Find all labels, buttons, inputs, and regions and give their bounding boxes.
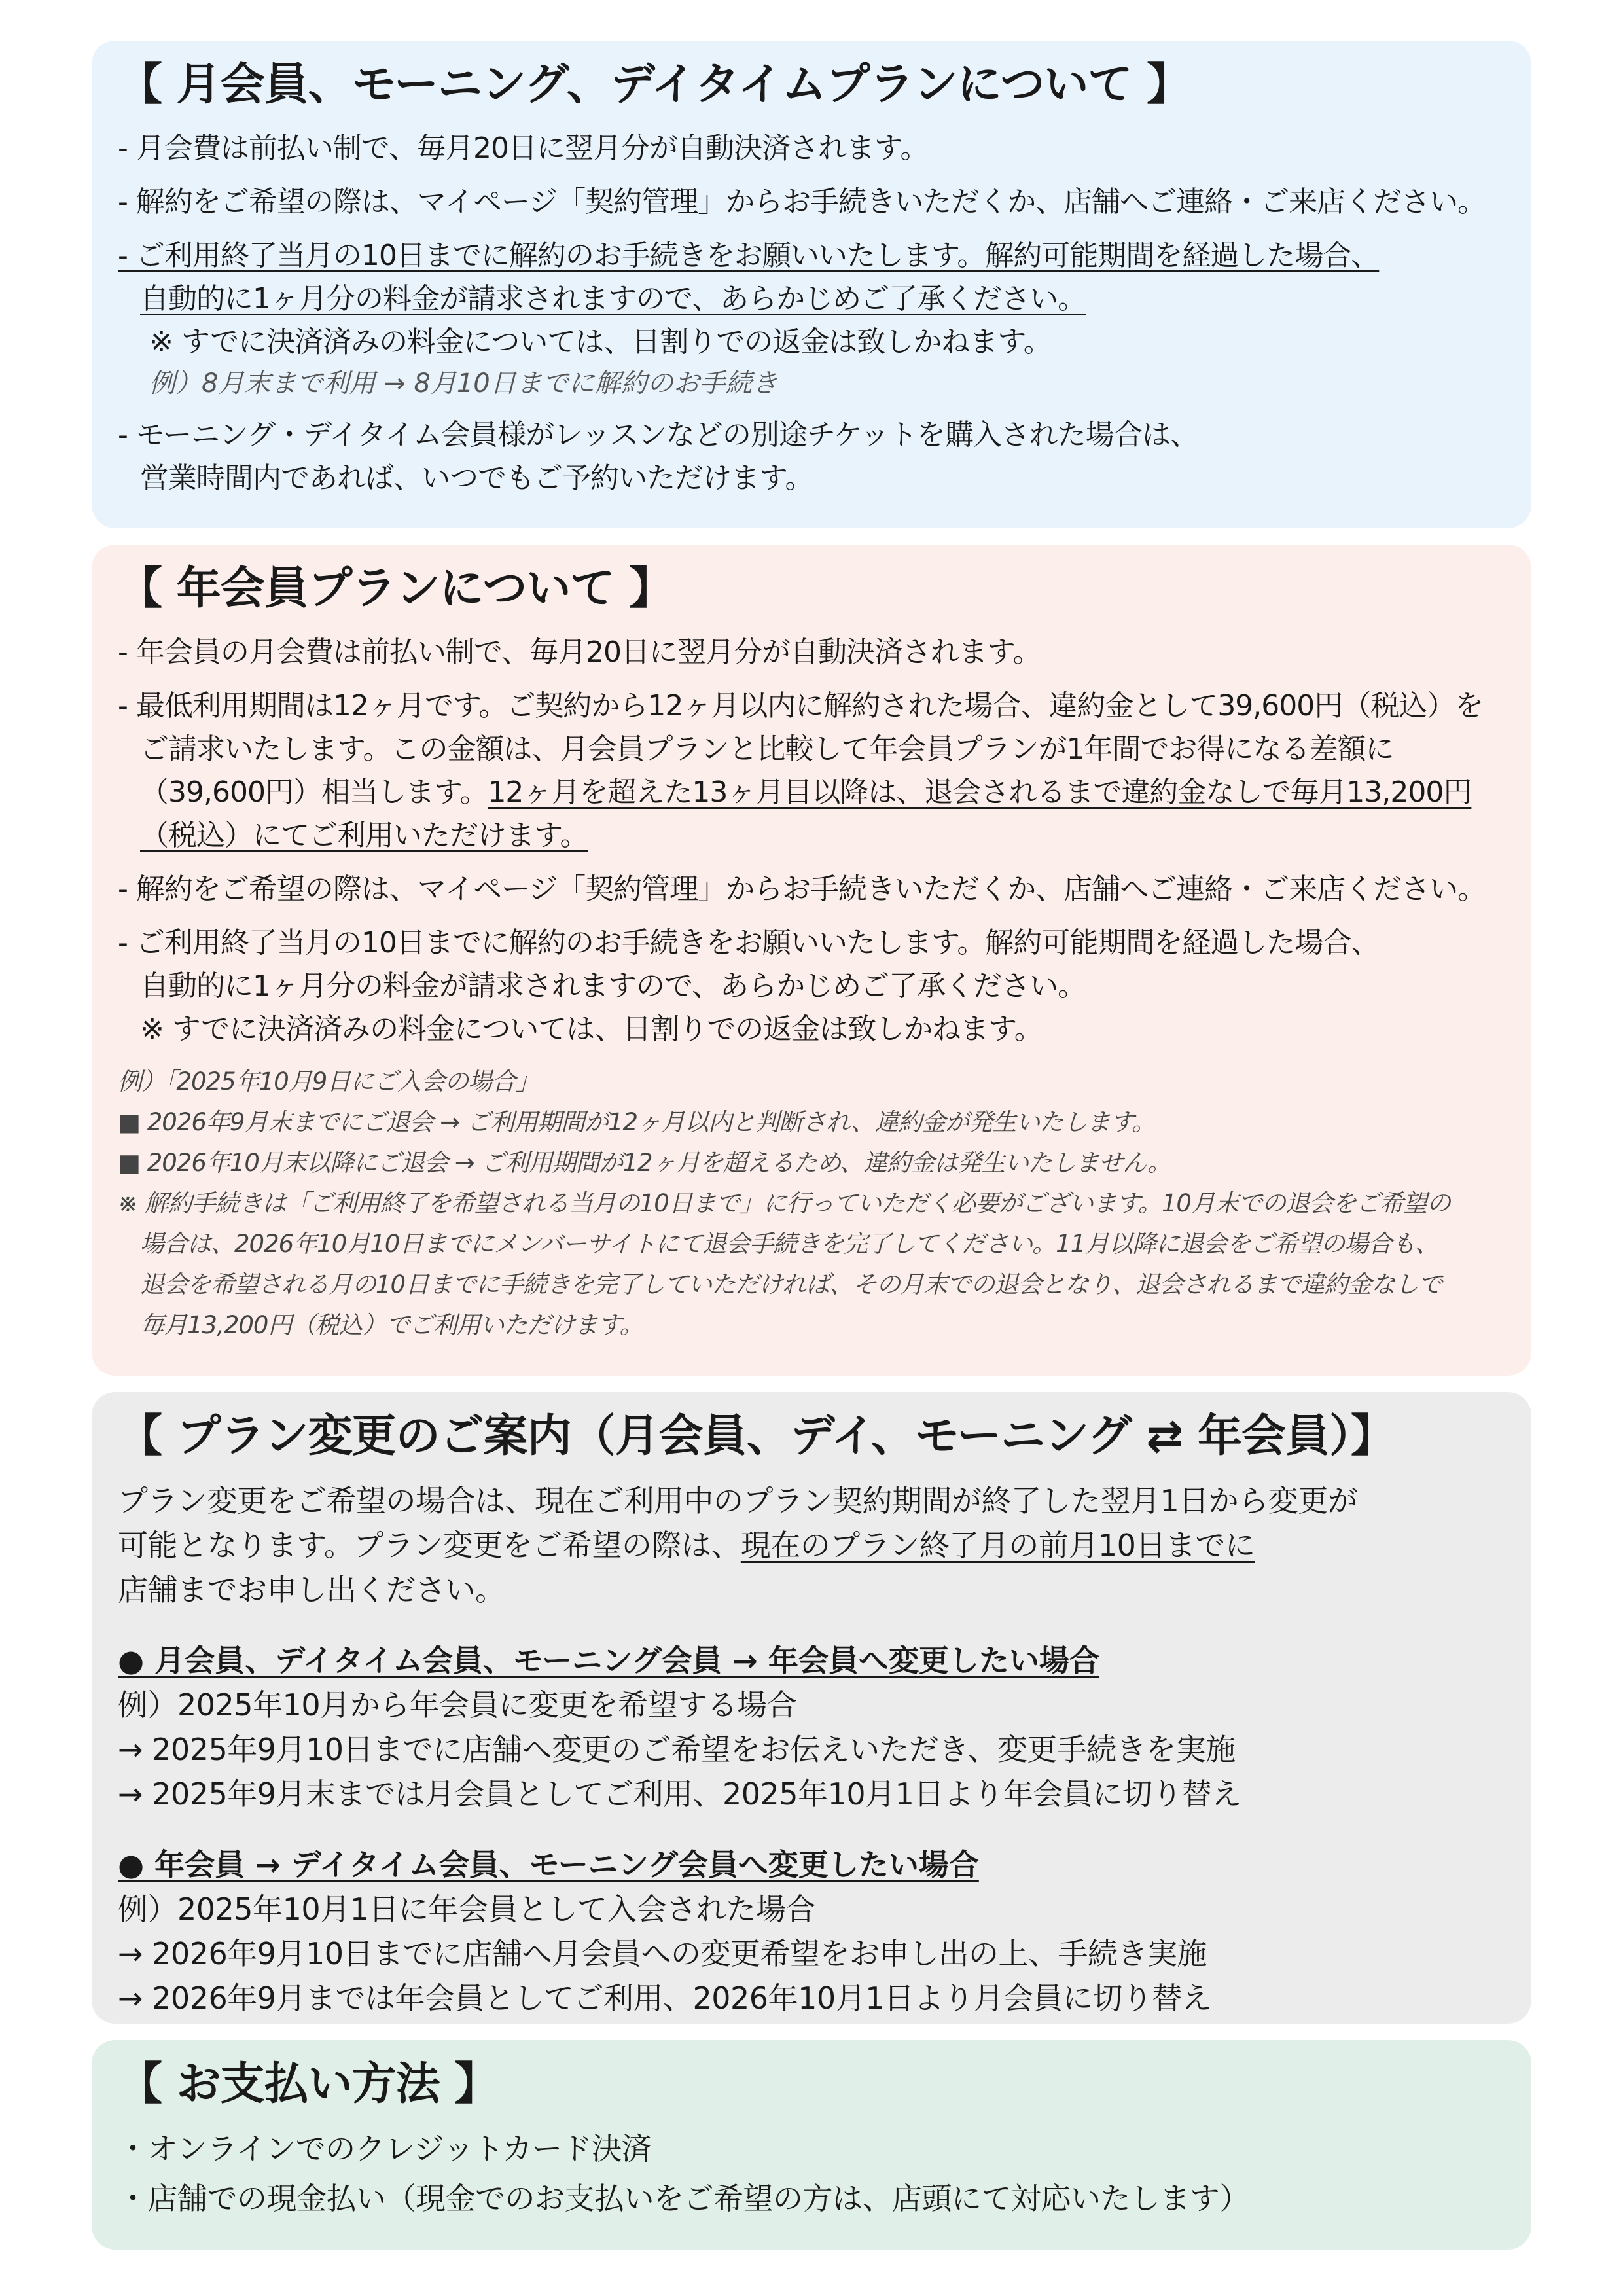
plan-change-para1: プラン変更をご希望の場合は、現在ご利用中のプラン契約期間が終了した翌月1日から変更が [118, 1483, 1358, 1518]
annual-example-note4: 毎月13,200円（税込）でご利用いただけます。 [140, 1311, 643, 1339]
annual-refund-note: ※ すでに決済済みの料金については、日割りでの返金は致しかねます。 [140, 1013, 1043, 1046]
plan-change-para3: 店舗までお申し出ください。 [118, 1572, 505, 1607]
annual-example-case2: ■ 2026年10月末以降にご退会 → ご利用期間が12ヶ月を超えるため、違約金は発生いたしません。 [118, 1149, 1171, 1177]
monthly-fee-note: - 月会費は前払い制で、毎月20日に翌月分が自動決済されます。 [118, 132, 929, 165]
cancel-method-note: - 解約をご希望の際は、マイページ「契約管理」からお手続きいただくか、店舗へご連絡・ご来店ください。 [118, 185, 1486, 219]
min-period-line2: ご請求いたします。この金額は、月会員プランと比較して年会員プランが1年間でお得になる差額に [140, 732, 1394, 766]
min-period-line1: - 最低利用期間は12ヶ月です。ご契約から12ヶ月以内に解約された場合、違約金として39,600円（税込）を [118, 689, 1484, 723]
monthly-example: 例）8月末まで利用 → 8月10日までに解約のお手続き [149, 368, 778, 399]
change-to-monthly-heading: ● 年会員 → デイタイム会員、モーニング会員へ変更したい場合 [118, 1847, 979, 1882]
plan-change-para2-underlined: 現在のプラン終了月の前月10日までに [740, 1528, 1255, 1563]
plan-change-para2 [118, 1523, 1505, 1568]
change-to-annual-heading-wrap [118, 1638, 1505, 1683]
annual-example-title: 例）「2025年10月9日にご入会の場合」 [118, 1067, 539, 1096]
change-to-monthly-example: 例）2025年10月1日に年会員として入会された場合 [118, 1892, 815, 1927]
cancel-deadline-note [118, 234, 1505, 278]
plan-change-section [92, 1392, 1531, 2024]
payment-method-cash: ・店舗での現金払い（現金でのお支払いをご希望の方は、店頭にて対応いたします） [118, 2181, 1249, 2216]
annual-cancel-method: - 解約をご希望の際は、マイページ「契約管理」からお手続きいただくか、店舗へご連絡・ご来店ください。 [118, 872, 1486, 906]
annual-example-note1: ※ 解約手続きは「ご利用終了を希望される当月の10日まで」に行っていただく必要がございます。10月末での退会をご希望の [118, 1189, 1450, 1217]
payment-title: 【 お支払い方法 】 [118, 2058, 499, 2110]
annual-example-note3: 退会を希望される月の10日までに手続きを完了していただければ、その月末での退会となり、退会されるまで違約金なしで [140, 1270, 1442, 1299]
annual-fee-note: - 年会員の月会費は前払い制で、毎月20日に翌月分が自動決済されます。 [118, 636, 1041, 669]
refund-note: ※ すでに決済済みの料金については、日割りでの返金は致しかねます。 [149, 325, 1052, 359]
plan-change-para2-text: 可能となります。プラン変更をご希望の際は、 [118, 1528, 741, 1563]
cancel-deadline-line2-wrap [118, 278, 1505, 321]
min-period-line4: （税込）にてご利用いただけます。 [140, 819, 588, 852]
cancel-deadline-line2: 自動的に1ヶ月分の料金が請求されますので、あらかじめご了承ください。 [140, 282, 1086, 315]
ticket-note-line1: - モーニング・デイタイム会員様がレッスンなどの別途チケットを購入された場合は、 [118, 418, 1198, 452]
ticket-note-line2: 営業時間内であれば、いつでもご予約いただけます。 [140, 461, 813, 495]
change-to-monthly-step1: → 2026年9月10日までに店舗へ月会員への変更希望をお申し出の上、手続き実施 [118, 1936, 1207, 1971]
change-to-annual-step1: → 2025年9月10日までに店舗へ変更のご希望をお伝えいただき、変更手続きを実施 [118, 1732, 1236, 1767]
payment-section [92, 2040, 1531, 2250]
annual-plan-title: 【 年会員プランについて 】 [118, 563, 673, 615]
payment-method-card: ・オンラインでのクレジットカード決済 [118, 2131, 652, 2166]
change-to-monthly-heading-wrap [118, 1842, 1505, 1887]
plan-change-title: 【 プラン変更のご案内（月会員、デイ、モーニング ⇄ 年会員）】 [118, 1410, 1395, 1462]
cancel-deadline-line1: - ご利用終了当月の10日までに解約のお手続きをお願いいたします。解約可能期間を経過した場合、 [118, 239, 1380, 272]
change-to-annual-step2: → 2025年9月末までは月会員としてご利用、2025年10月1日より年会員に切り替え [118, 1776, 1241, 1812]
annual-example-case1: ■ 2026年9月末までにご退会 → ご利用期間が12ヶ月以内と判断され、違約金が発生いたします。 [118, 1108, 1156, 1136]
change-to-annual-example: 例）2025年10月から年会員に変更を希望する場合 [118, 1687, 797, 1723]
annual-cancel-deadline-line1: - ご利用終了当月の10日までに解約のお手続きをお願いいたします。解約可能期間を経過した場合、 [118, 926, 1380, 960]
min-period-line3-underlined: 12ヶ月を超えた13ヶ月目以降は、退会されるまで違約金なしで毎月13,200円 [488, 776, 1472, 809]
monthly-plan-section [92, 41, 1531, 528]
annual-example-note2: 場合は、2026年10月10日までにメンバーサイトにて退会手続きを完了してください。11月以降に退会をご希望の場合も、 [140, 1230, 1439, 1258]
annual-plan-section [92, 545, 1531, 1376]
change-to-annual-heading: ● 月会員、デイタイム会員、モーニング会員 → 年会員へ変更したい場合 [118, 1643, 1099, 1678]
annual-cancel-deadline-line2: 自動的に1ヶ月分の料金が請求されますので、あらかじめご了承ください。 [140, 969, 1086, 1003]
min-period-line4-wrap [118, 814, 1505, 857]
change-to-monthly-step2: → 2026年9月までは年会員としてご利用、2026年10月1日より月会員に切り替え [118, 1981, 1212, 2016]
min-period-line3-text: （39,600円）相当します。 [140, 776, 488, 809]
monthly-plan-title: 【 月会員、モーニング、デイタイムプランについて 】 [118, 59, 1191, 111]
min-period-line3 [118, 771, 1505, 814]
